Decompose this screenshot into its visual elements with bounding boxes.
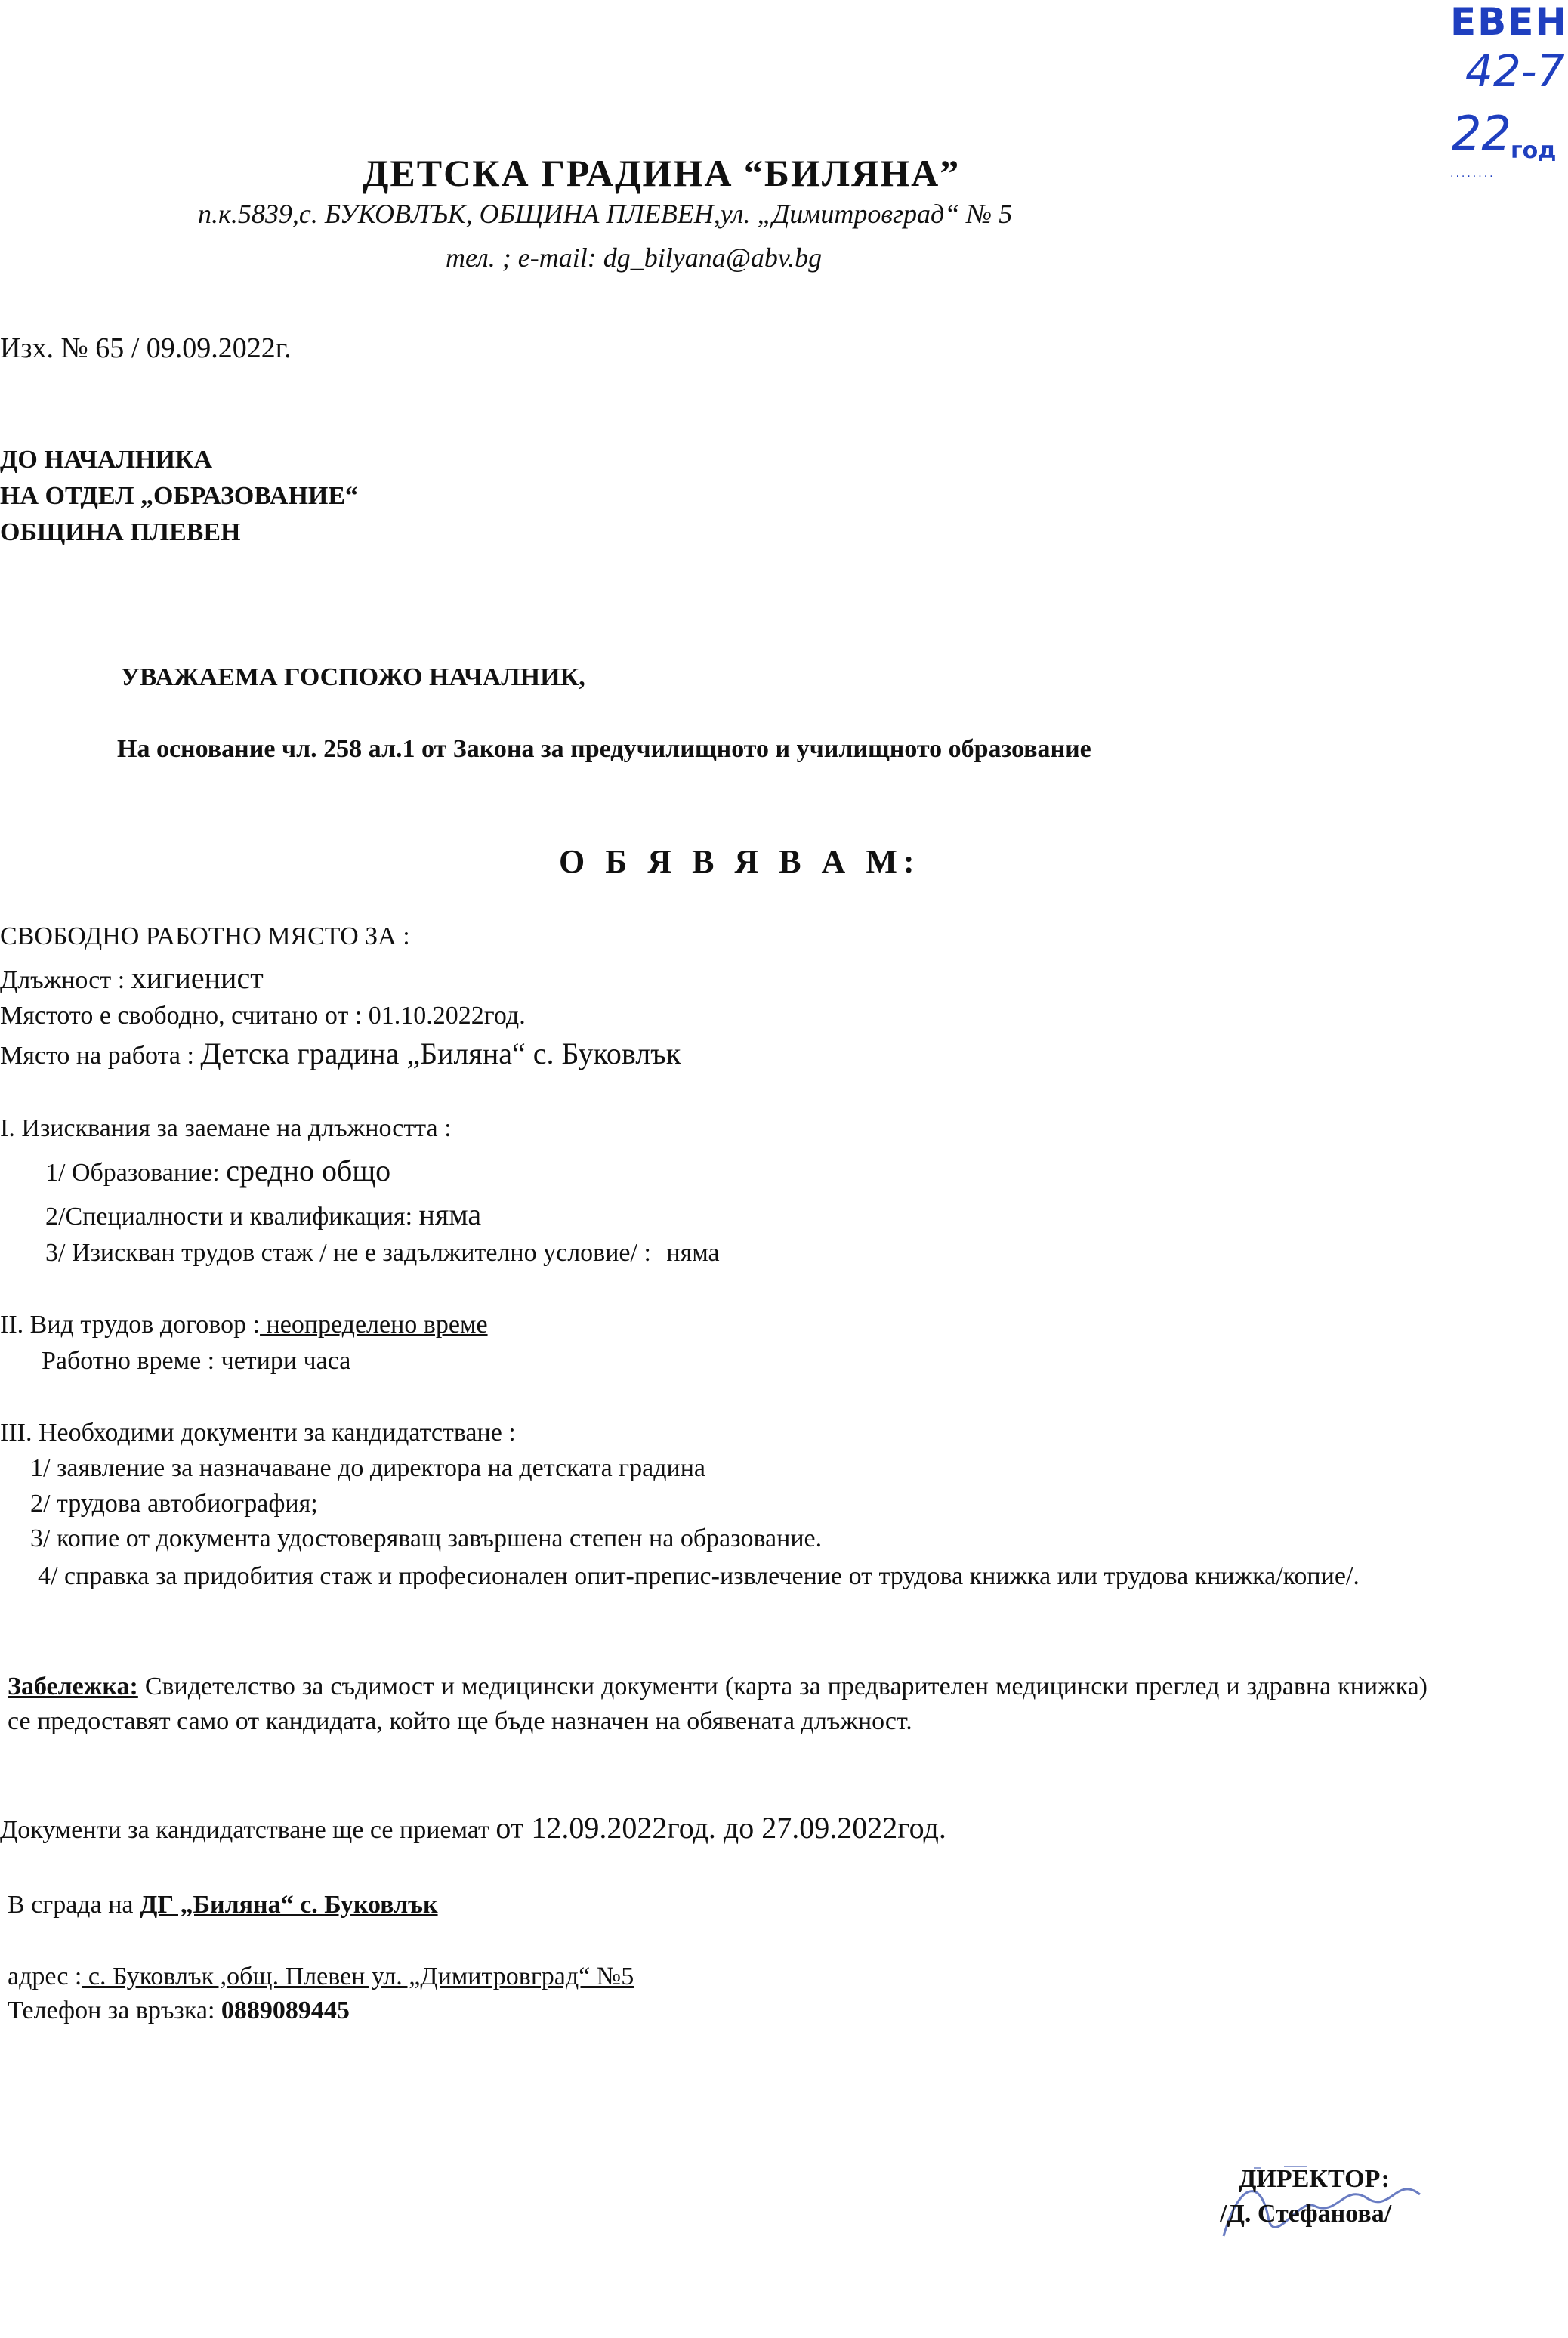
phone-value: 0889089445 [221,1997,350,2025]
workplace-value: Детска градина „Биляна“ с. Буковлък [200,1036,681,1070]
requirement-item-1 [45,1156,390,1186]
stamp-line-1: ЕВЕН [1450,0,1568,44]
documents-heading: III. Необходими документи за кандидатстване : [0,1419,516,1447]
contract-row [0,1312,488,1338]
requirement-item-3-value: няма [666,1239,720,1267]
period-value: от 12.09.2022год. до 27.09.2022год. [495,1811,946,1845]
position-label: Длъжност : [0,966,125,994]
registration-stamp [1405,0,1568,180]
note-paragraph [8,1669,1428,1739]
building-label: В сграда на [8,1891,134,1919]
reference-number: Изх. № 65 / 09.09.2022г. [0,332,292,364]
requirement-item-3 [45,1240,720,1266]
workplace-row [0,1036,681,1070]
document-item-2: 2/ трудова автобиография; [30,1490,318,1518]
requirement-item-2-label: 2/Специалности и квалификация: [45,1203,413,1231]
recipient-line-1: ДО НАЧАЛНИКА [0,446,213,474]
org-address: п.к.5839,с. БУКОВЛЪК, ОБЩИНА ПЛЕВЕН,ул. „Димитровград“ № 5 [198,199,1013,229]
vacancy-label: СВОБОДНО РАБОТНО МЯСТО ЗА : [0,922,410,950]
stamp-dots: ........ [1450,168,1495,180]
signature-name: /Д. Стефанова/ [1220,2200,1392,2228]
requirement-item-3-label: 3/ Изискван трудов стаж / не е задължително условие/ : [45,1239,651,1267]
recipient-line-3: ОБЩИНА ПЛЕВЕН [0,518,241,546]
building-row [8,1892,438,1918]
free-from: Мястото е свободно, считано от : 01.10.2022год. [0,1002,526,1030]
address-value: с. Буковлък ,общ. Плевен ул. „Димитровград“ №5 [82,1963,634,1991]
document-item-1: 1/ заявление за назначаване до директора на детската градина [30,1454,705,1482]
position-value: хигиенист [131,961,264,995]
stamp-line-3: 22 [1452,106,1511,161]
legal-basis: На основание чл. 258 ал.1 от Закона за предучилищното и училищното образование [117,735,1091,763]
requirement-item-1-value: средно общо [226,1154,391,1188]
announce-heading: О Б Я В Я В А М: [559,843,921,880]
workplace-label: Място на работа : [0,1042,194,1070]
note-text: Свидетелство за съдимост и медицински документи (карта за предварителен медицински преглед и здравна книжка) се предоставят само от кандидата, който ще бъде назначен на обявената длъжност. [8,1672,1428,1735]
salutation: УВАЖАЕМА ГОСПОЖО НАЧАЛНИК, [121,663,585,691]
note-label: Забележка: [8,1672,138,1700]
org-contacts: тел. ; e-mail: dg_bilyana@abv.bg [446,242,823,273]
position-row [0,963,264,993]
requirement-item-2 [45,1197,482,1231]
address-row [8,1964,634,1990]
stamp-line-2: 42-7 [1465,45,1565,97]
org-title: ДЕТСКА ГРАДИНА “БИЛЯНА” [363,152,961,194]
phone-label: Телефон за връзка: [8,1997,215,2025]
period-label: Документи за кандидатстване ще се приемат [0,1816,489,1844]
signature-title: ДИРЕКТОР: [1239,2165,1390,2193]
phone-row [8,1998,350,2024]
contract-label: II. Вид трудов договор : [0,1311,261,1339]
stamp-line-3-suffix: год [1511,137,1557,164]
requirement-item-2-value: няма [418,1197,482,1231]
requirements-heading: I. Изисквания за заемане на длъжността : [0,1114,452,1142]
building-value: ДГ „Биляна“ с. Буковлък [139,1891,438,1919]
requirement-item-1-label: 1/ Образование: [45,1159,220,1187]
document-item-3: 3/ копие от документа удостоверяващ завършена степен на образование. [30,1524,823,1552]
recipient-line-2: НА ОТДЕЛ „ОБРАЗОВАНИЕ“ [0,482,359,510]
address-label: адрес : [8,1963,82,1991]
period-row [0,1813,946,1843]
document-item-4: 4/ справка за придобития стаж и професионален опит-препис-извлечение от трудова книжка или трудова книжка/копие/. [38,1562,1360,1590]
contract-value: неопределено време [260,1311,488,1339]
working-hours: Работно време : четири часа [42,1347,351,1375]
signature-block [1208,2153,1435,2251]
